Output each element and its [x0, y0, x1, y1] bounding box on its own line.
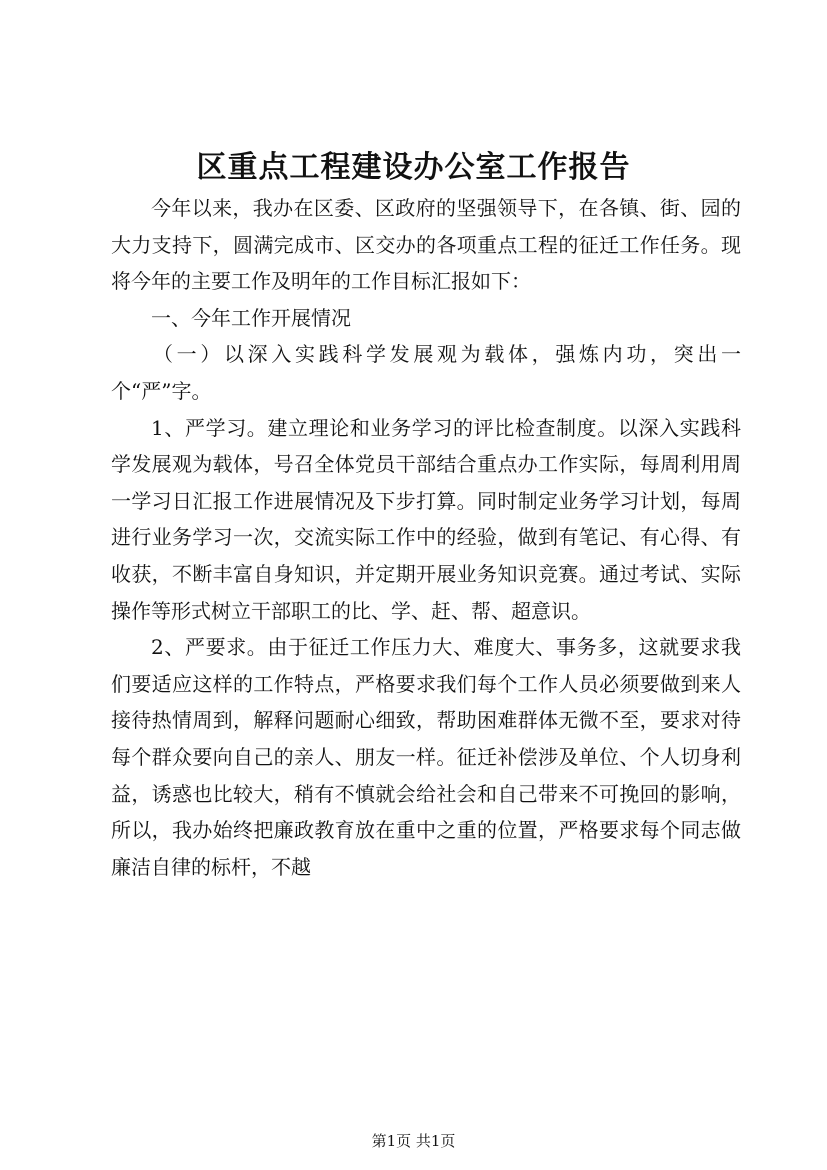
paragraph-strict-requirements: 2、严要求。由于征迁工作压力大、难度大、事务多，这就要求我们要适应这样的工作特点，严格要求我们每个工作人员必须要做到来人接待热情周到，解释问题耐心细致，帮助困难群体无微不至，要求对待每个群众要向自己的亲人、朋友一样。征迁补偿涉及单位、个人切身利益，诱惑也比较大，稍有不慎就会给社会和自己带来不可挽回的影响，所以，我办始终把廉政教育放在重中之重的位置，严格要求每个同志做廉洁自律的标杆，不越: [111, 635, 741, 879]
subsection-heading: （一）以深入实践科学发展观为载体，强炼内功，突出一个“严”字。: [111, 342, 741, 403]
document-body: [111, 190, 741, 885]
paragraph-intro: 今年以来，我办在区委、区政府的坚强领导下，在各镇、街、园的大力支持下，圆满完成市、区交办的各项重点工程的征迁工作任务。现将今年的主要工作及明年的工作目标汇报如下：: [111, 196, 741, 294]
page-footer: 第1页 共1页: [371, 1132, 456, 1150]
section-heading: 一、今年工作开展情况: [151, 305, 351, 330]
paragraph-strict-study: 1、严学习。建立理论和业务学习的评比检查制度。以深入实践科学发展观为载体，号召全体党员干部结合重点办工作实际，每周利用周一学习日汇报工作进展情况及下步打算。同时制定业务学习计划，每周进行业务学习一次，交流实际工作中的经验，做到有笔记、有心得、有收获，不断丰富自身知识，并定期开展业务知识竞赛。通过考试、实际操作等形式树立干部职工的比、学、赶、帮、超意识。: [111, 415, 741, 623]
document-title: 区重点工程建设办公室工作报告: [196, 150, 631, 185]
